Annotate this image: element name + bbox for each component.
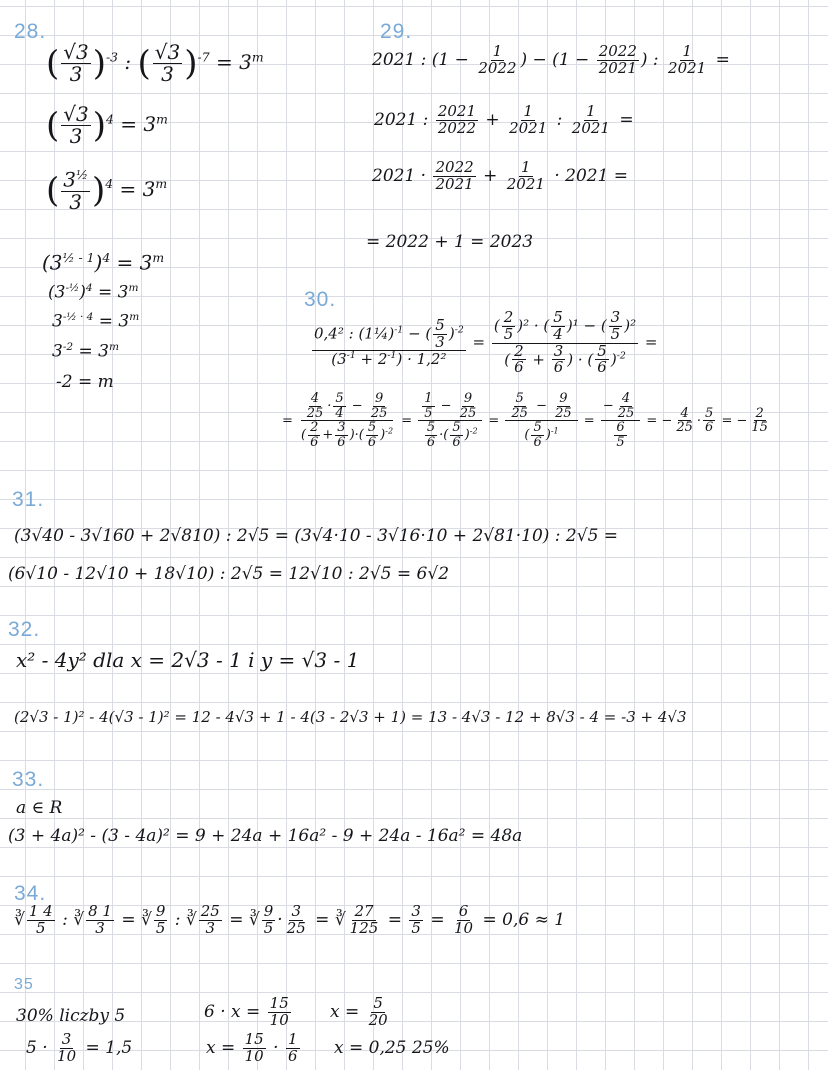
equation-line: 6 · x = $\frac{15}{10}$ [204,994,289,1029]
problem-number: 32. [8,618,41,641]
equation-line: $3^{-\frac{1}{2} \cdot 4} = 3^m$ [52,311,140,332]
problem-number: 30. [304,288,337,311]
equation-line: -2 = m [56,372,114,392]
equation-line: ( $\frac{√3}{3}$ )$^4 = 3^m$ [46,102,168,148]
equation-line: $3^{-2} = 3^m$ [52,341,119,362]
equation-line: $(3^{-\frac{1}{2}})^4 = 3^m$ [48,282,139,303]
equation-line: 0,4² : (1¼)$^{-1}$ − ( $\frac{5}{3}$ )$^{-2}$ $(3^{-1} + 2^{-1}) \cdot 1,2^2$ = ( $\frac{2}{5}$ )² · ( $\frac{5}{4}$ )¹ − ( $\frac{3}{5}$ )² ( $\frac{2}{6}$ + $\frac{3}{6}$ ) · ( $\frac{5}{6}$ )$^{-2}$ = [314,308,658,377]
equation-line: a ∈ R [16,798,63,818]
problem-number: 33. [12,768,45,791]
equation-line: 30% liczby 5 [16,1006,126,1026]
equation-line: (2√3 - 1)² - 4(√3 - 1)² = 12 - 4√3 + 1 - 4(3 - 2√3 + 1) = 13 - 4√3 - 12 + 8√3 - 4 = -3 + 4√3 [14,708,687,726]
equation-line: ( $\frac{3^{\frac{1}{2}}}{3}$ )$^4 = 3^m$ [46,167,168,214]
equation-line: x² - 4y² dla x = 2√3 - 1 i y = √3 - 1 [16,648,360,672]
equation-line: 2021 : $\frac{2021}{2022}$ + $\frac{1}{2021}$ : $\frac{1}{2021}$ = [374,102,634,137]
equation-line: $(3^{\frac{1}{2} - 1})^4 = 3^m$ [42,250,165,275]
equation-line: x = $\frac{15}{10}$ · $\frac{1}{6}$ [206,1030,298,1065]
equation-line: 2021 · $\frac{2022}{2021}$ + $\frac{1}{2021}$ · 2021 = [372,158,629,193]
problem-number: 31. [12,488,45,511]
problem-number: 28. [14,20,47,43]
equation-line: = 2022 + 1 = 2023 [366,232,534,252]
equation-line: = $\frac{4}{25}$ · $\frac{5}{4}$ − $\frac{9}{25}$ ( $\frac{2}{6}$ + $\frac{3}{6}$ )·( $\frac{5}{6}$ )$^{-2}$ = $\frac{1}{5}$ − $\frac{9}{25}$ $\frac{5}{6}$ ·( $\frac{5}{6}$ )$^{-2}$ = $\frac{5}{25}$ − $\frac{9}{25}$ ( $\frac{5}{6}$ )$^{-1}$ = − $\frac{4}{25}$ $\frac{6}{5}$ = − $\frac{4}{25}$ · $\frac{5}{6}$ = − $\frac{2}{15}$ [282,391,768,450]
equation-line: ∛ $\frac{1 4}{5}$ : ∛ $\frac{8 1}{3}$ = ∛ $\frac{9}{5}$ : ∛ $\frac{25}{3}$ = ∛ $\frac{9}{5}$ · $\frac{3}{25}$ = ∛ $\frac{27}{125}$ = $\frac{3}{5}$ = $\frac{6}{10}$ = 0,6 ≈ 1 [14,902,566,937]
problem-number: 34. [14,882,47,905]
equation-line: 5 · $\frac{3}{10}$ = 1,5 [26,1030,133,1065]
problem-number: 29. [380,20,413,43]
equation-line: 2021 : (1 − $\frac{1}{2022}$ ) − (1 − $\frac{2022}{2021}$ ) : $\frac{1}{2021}$ = [372,42,730,77]
equation-line: x = 0,25 25% [334,1038,450,1058]
equation-line: (6√10 - 12√10 + 18√10) : 2√5 = 12√10 : 2√5 = 6√2 [8,564,450,584]
problem-number: 35 [14,976,34,993]
equation-line: (3√40 - 3√160 + 2√810) : 2√5 = (3√4·10 - 3√16·10 + 2√81·10) : 2√5 = [14,526,619,546]
equation-line: x = $\frac{5}{20}$ [330,994,388,1029]
equation-line: (3 + 4a)² - (3 - 4a)² = 9 + 24a + 16a² - 9 + 24a - 16a² = 48a [8,826,523,846]
equation-line: ( $\frac{√3}{3}$ )$^{-3}$ : ( $\frac{√3}{3}$ )$^{-7} = 3^m$ [46,40,264,86]
